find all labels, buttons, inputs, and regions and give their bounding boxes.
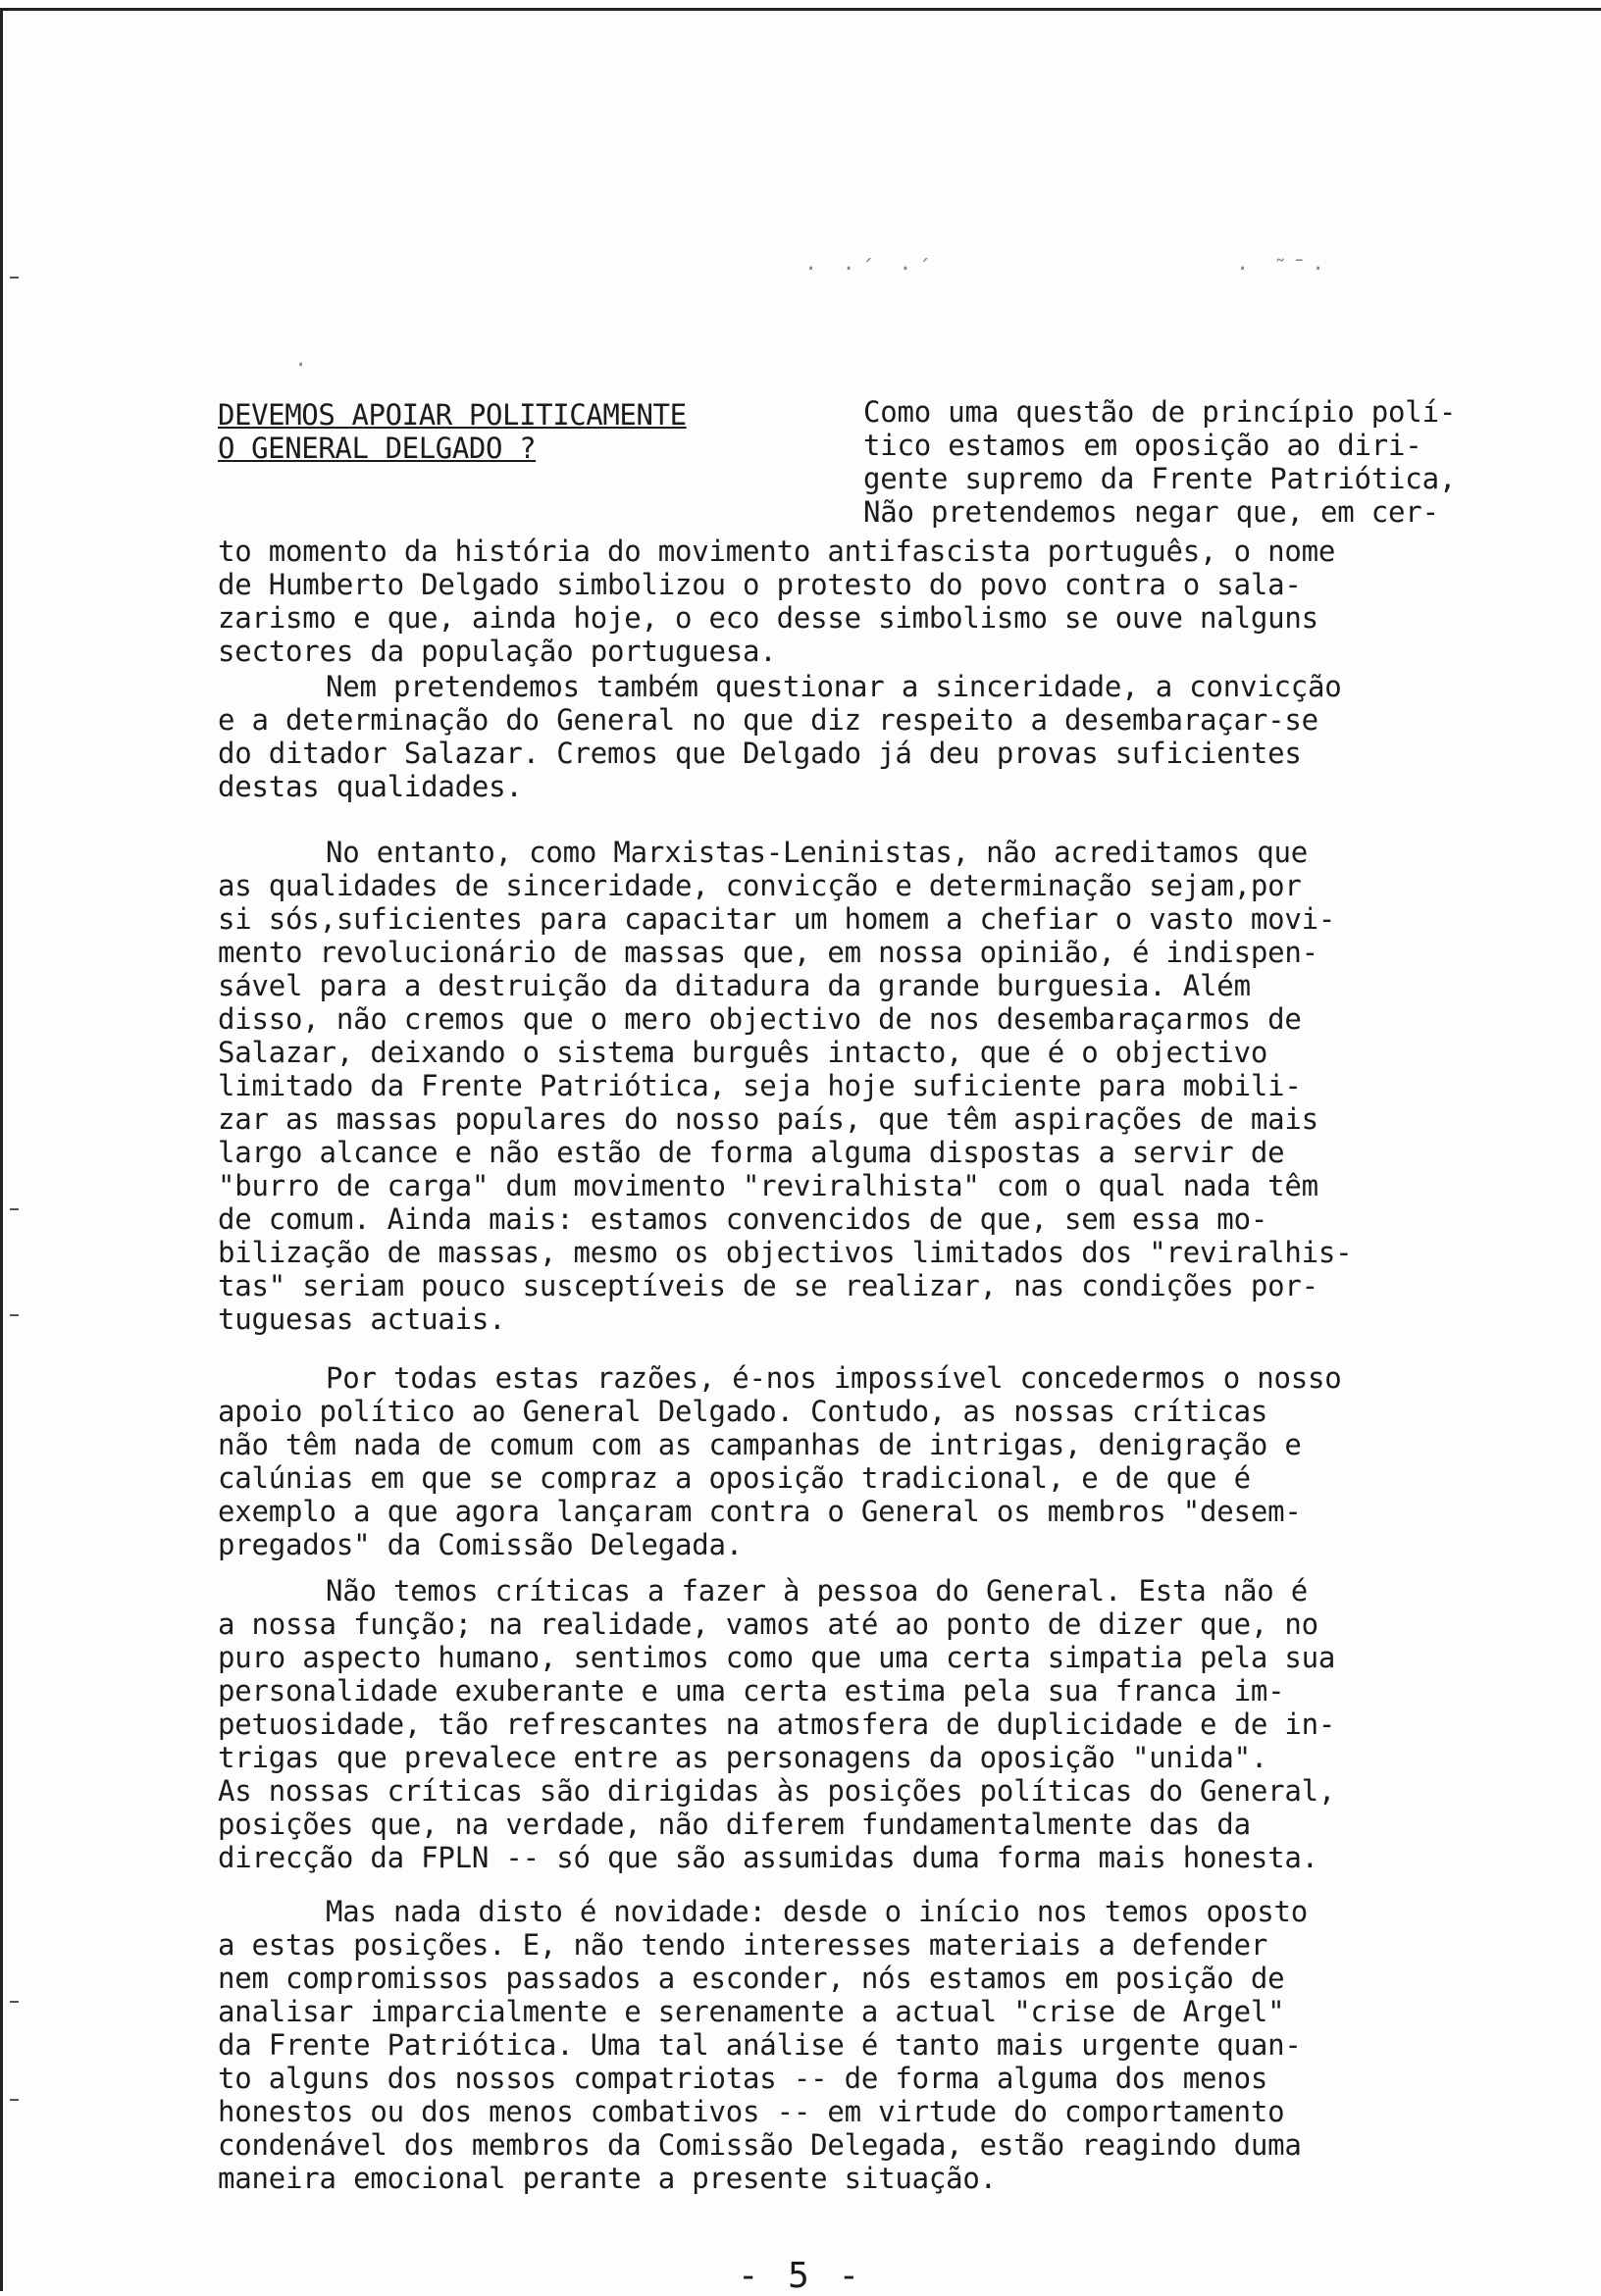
text-line: posições que, na verdade, não diferem fundamentalmente das da: [218, 1808, 1251, 1841]
text-line: puro aspecto humano, sentimos como que uma certa simpatia pela sua: [218, 1641, 1336, 1674]
paragraph: [218, 1574, 1552, 1874]
text-line: apoio político ao General Delgado. Contudo, as nossas críticas: [218, 1395, 1268, 1428]
document-heading: [218, 398, 806, 465]
page-border-top: [0, 8, 1601, 11]
text-line: No entanto, como Marxistas-Leninistas, não acreditamos que: [326, 836, 1309, 869]
text-line: limitado da Frente Patriótica, seja hoje suficiente para mobili-: [218, 1069, 1302, 1102]
text-line: As nossas críticas são dirigidas às posições políticas do General,: [218, 1774, 1336, 1808]
text-line: maneira emocional perante a presente situação.: [218, 2162, 997, 2195]
text-line: da Frente Patriótica. Uma tal análise é tanto mais urgente quan-: [218, 2028, 1302, 2062]
text-line: disso, não cremos que o mero objectivo de nos desembaraçarmos de: [218, 1002, 1302, 1036]
margin-tick: [10, 1314, 19, 1316]
text-line: calúnias em que se compraz a oposição tradicional, e de que é: [218, 1461, 1251, 1495]
intro-paragraph: [218, 535, 1552, 668]
text-line: "burro de carga" dum movimento "reviralhista" com o qual nada têm: [218, 1169, 1318, 1202]
text-line: Nem pretendemos também questionar a sinceridade, a convicção: [326, 670, 1342, 703]
text-line: bilização de massas, mesmo os objectivos limitados dos "reviralhis-: [218, 1236, 1353, 1269]
text-line: tico estamos em oposição ao diri-: [863, 429, 1422, 462]
text-line: as qualidades de sinceridade, convicção e determinação sejam,por: [218, 869, 1302, 902]
paragraph: [218, 1895, 1552, 2195]
margin-tick: [10, 277, 19, 279]
text-line: exemplo a que agora lançaram contra o General os membros "desem-: [218, 1495, 1302, 1528]
text-line: a estas posições. E, não tendo interesses materiais a defender: [218, 1928, 1268, 1962]
heading-line: DEVEMOS APOIAR POLITICAMENTE: [218, 398, 687, 432]
text-line: gente supremo da Frente Patriótica,: [863, 462, 1457, 495]
text-line: largo alcance e não estão de forma alguma dispostas a servir de: [218, 1136, 1285, 1169]
text-line: pregados" da Comissão Delegada.: [218, 1528, 744, 1561]
text-line: Não pretendemos negar que, em cer-: [863, 495, 1439, 529]
text-line: zarismo e que, ainda hoje, o eco desse simbolismo se ouve nalguns: [218, 601, 1318, 635]
text-line: de Humberto Delgado simbolizou o protesto do povo contra o sala-: [218, 568, 1302, 601]
text-line: Mas nada disto é novidade: desde o início nos temos oposto: [326, 1895, 1309, 1928]
text-line: direcção da FPLN -- só que são assumidas duma forma mais honesta.: [218, 1841, 1318, 1874]
text-line: nem compromissos passados a esconder, nós estamos em posição de: [218, 1962, 1285, 1995]
heading-line: O GENERAL DELGADO ?: [218, 432, 537, 465]
text-line: não têm nada de comum com as campanhas de intrigas, denigração e: [218, 1428, 1302, 1461]
text-line: Salazar, deixando o sistema burguês intacto, que é o objectivo: [218, 1036, 1268, 1069]
text-line: a nossa função; na realidade, vamos até ao ponto de dizer que, no: [218, 1607, 1318, 1641]
text-line: condenável dos membros da Comissão Delegada, estão reagindo duma: [218, 2128, 1302, 2162]
text-line: e a determinação do General no que diz respeito a desembaraçar-se: [218, 703, 1318, 737]
text-line: to alguns dos nossos compatriotas -- de forma alguma dos menos: [218, 2062, 1268, 2095]
page-number: - 5 -: [737, 2256, 864, 2296]
text-line: Por todas estas razões, é-nos impossível concedermos o nosso: [326, 1361, 1342, 1395]
text-line: analisar imparcialmente e serenamente a actual "crise de Argel": [218, 1995, 1285, 2028]
text-line: trigas que prevalece entre as personagens da oposição "unida".: [218, 1741, 1268, 1774]
text-line: tuguesas actuais.: [218, 1302, 506, 1336]
margin-tick: [10, 1208, 19, 1210]
paragraph: [218, 670, 1552, 803]
text-line: de comum. Ainda mais: estamos convencidos de que, sem essa mo-: [218, 1202, 1268, 1236]
page-border-left: [0, 8, 3, 2291]
text-line: Como uma questão de princípio polí-: [863, 395, 1457, 429]
smudge-mark: ·: [294, 353, 314, 378]
text-line: destas qualidades.: [218, 770, 523, 803]
text-line: sectores da população portuguesa.: [218, 635, 777, 668]
text-line: zar as massas populares do nosso país, que têm aspirações de mais: [218, 1102, 1318, 1136]
text-line: honestos ou dos menos combativos -- em virtude do comportamento: [218, 2095, 1285, 2128]
smudge-mark: · ·´ ·´: [804, 257, 937, 281]
text-line: si sós,suficientes para capacitar um homem a chefiar o vasto movi-: [218, 902, 1336, 936]
text-line: do ditador Salazar. Cremos que Delgado já deu provas suficientes: [218, 737, 1302, 770]
smudge-mark: · ˜ˉ·: [1236, 257, 1331, 281]
text-line: petuosidade, tão refrescantes na atmosfera de duplicidade e de in-: [218, 1708, 1336, 1741]
text-line: to momento da história do movimento antifascista português, o nome: [218, 535, 1336, 568]
intro-column: [863, 395, 1570, 529]
text-line: mento revolucionário de massas que, em nossa opinião, é indispen-: [218, 936, 1318, 969]
text-line: personalidade exuberante e uma certa estima pela sua franca im-: [218, 1674, 1285, 1708]
text-line: tas" seriam pouco susceptíveis de se realizar, nas condições por-: [218, 1269, 1318, 1302]
text-line: sável para a destruição da ditadura da grande burguesia. Além: [218, 969, 1251, 1002]
paragraph: [218, 1361, 1552, 1561]
paragraph: [218, 836, 1552, 1336]
text-line: Não temos críticas a fazer à pessoa do General. Esta não é: [326, 1574, 1309, 1607]
margin-tick: [10, 2001, 19, 2003]
margin-tick: [10, 2099, 19, 2101]
